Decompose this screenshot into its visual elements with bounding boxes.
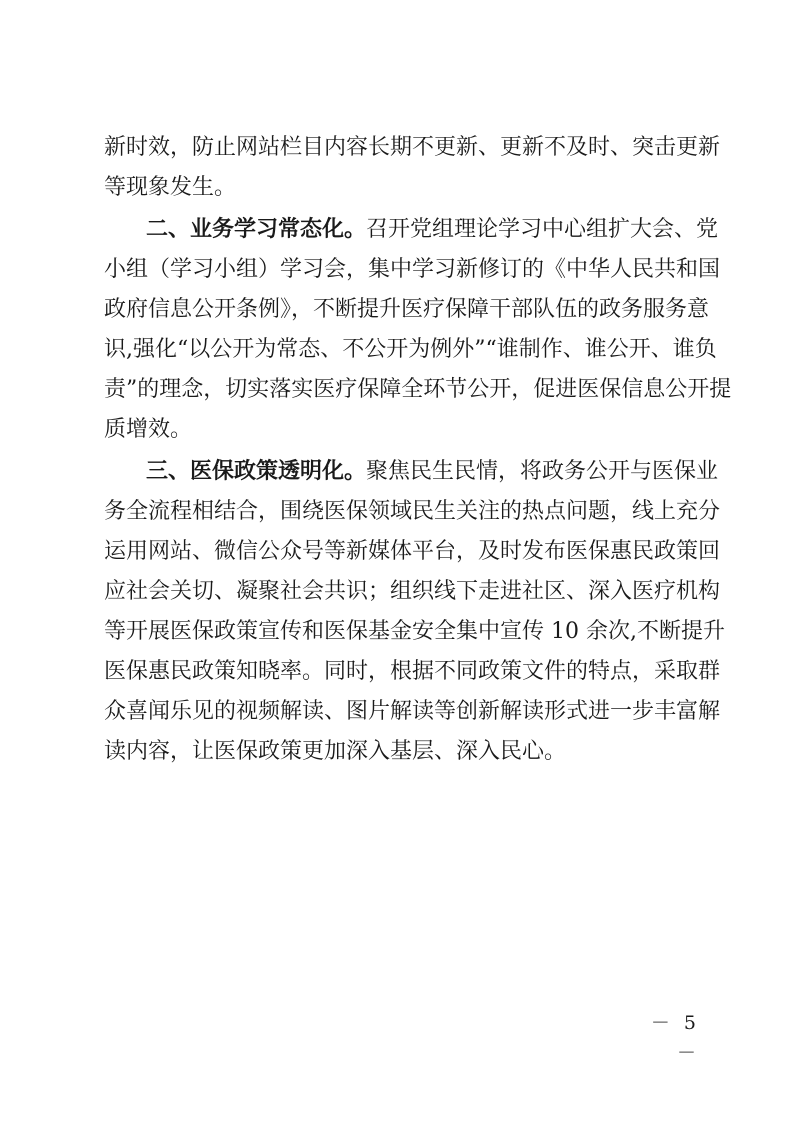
paragraph-3-line-5: 等开展医保政策宣传和医保基金安全集中宣传 10 余次,不断提升 [104, 619, 725, 644]
paragraph-3-line-3: 运用网站、微信公众号等新媒体平台，及时发布医保惠民政策回 [104, 539, 721, 564]
paragraph-1-line-2: 等现象发生。 [104, 175, 237, 200]
paragraph-3-line-8: 读内容，让医保政策更加深入基层、深入民心。 [104, 739, 567, 764]
paragraph-2-line-5: 责”的理念，切实落实医疗保障全环节公开，促进医保信息公开提 [104, 377, 732, 402]
page-number: － 5 － [650, 1012, 700, 1064]
paragraph-1-line-1: 新时效，防止网站栏目内容长期不更新、更新不及时、突击更新 [104, 135, 721, 160]
paragraph-3-line-6: 医保惠民政策知晓率。同时，根据不同政策文件的特点，采取群 [104, 659, 721, 684]
section-heading-3: 三、医保政策透明化。 [146, 459, 367, 484]
paragraph-2-line-3: 政府信息公开条例》，不断提升医疗保障干部队伍的政务服务意 [104, 297, 710, 322]
paragraph-3-line-1 [146, 452, 719, 492]
paragraph-3-line-7: 众喜闻乐见的视频解读、图片解读等创新解读形式进一步丰富解 [104, 699, 721, 724]
paragraph-2-line-2: 小组（学习小组）学习会，集中学习新修订的《中华人民共和国 [104, 257, 721, 282]
paragraph-2-line-4: 识,强化“以公开为常态、不公开为例外”“谁制作、谁公开、谁负 [104, 337, 717, 362]
paragraph-3-line-4: 应社会关切、凝聚社会共识；组织线下走进社区、深入医疗机构 [104, 579, 721, 604]
section-heading-2: 二、业务学习常态化。 [146, 217, 367, 242]
paragraph-2-line-6: 质增效。 [104, 417, 193, 442]
paragraph-3-line-1-text: 聚焦民生民情，将政务公开与医保业 [366, 459, 719, 484]
paragraph-2-line-1 [146, 210, 719, 250]
paragraph-3-line-2: 务全流程相结合，围绕医保领域民生关注的热点问题，线上充分 [104, 499, 721, 524]
paragraph-2-line-1-text: 召开党组理论学习中心组扩大会、党 [366, 217, 719, 242]
